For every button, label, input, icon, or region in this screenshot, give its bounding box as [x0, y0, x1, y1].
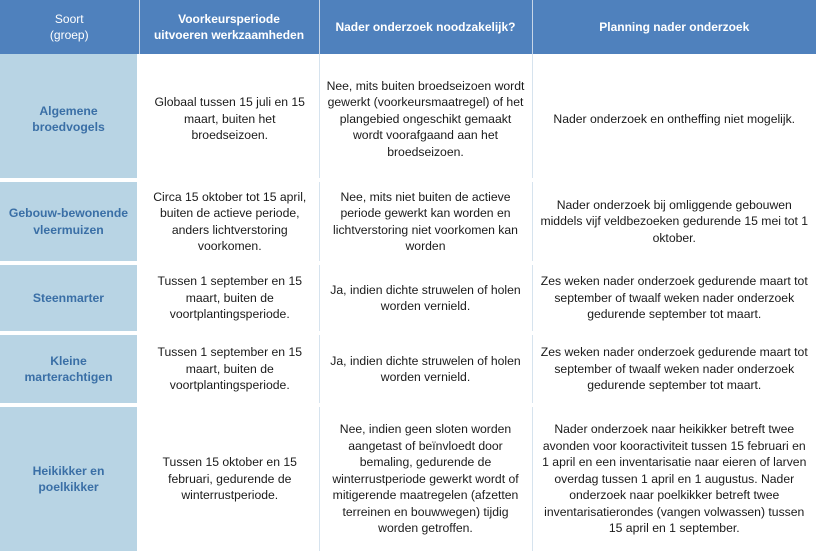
planning-cell: Nader onderzoek naar heikikker betreft twee avonden voor kooractiviteit tussen 15 februari en 1 april en een inventarisatie naar eieren of larven overdag tussen 1 april en 1 augustus. Nader onderzoek naar poelkikker betreft twee inventarisatierondes (vangen volwassen) tussen 15 april en 1 september. [532, 405, 816, 553]
table-row [0, 263, 816, 333]
planning-cell: Nader onderzoek bij omliggende gebouwen middels vijf veldbezoeken gedurende 15 mei tot 1 oktober. [532, 180, 816, 263]
periode-cell: Tussen 1 september en 15 maart, buiten de voortplantingsperiode. [139, 263, 319, 333]
header-soort: Soort (groep) [0, 0, 139, 54]
header-row [0, 0, 816, 54]
soort-cell: Steenmarter [0, 263, 139, 333]
periode-cell: Tussen 1 september en 15 maart, buiten de voortplantingsperiode. [139, 333, 319, 405]
nodig-cell: Nee, indien geen sloten worden aangetast of beïnvloedt door bemaling, gedurende de winterrustperiode gewerkt wordt of mitigerende maatregelen (afzetten terreinen en bouwwegen) tijdig worden getroffen. [319, 405, 532, 553]
soort-cell: Kleine marterachtigen [0, 333, 139, 405]
periode-cell: Globaal tussen 15 juli en 15 maart, buiten het broedseizoen. [139, 60, 319, 180]
nodig-cell: Nee, mits niet buiten de actieve periode gewerkt kan worden en lichtverstoring niet voorkomen kan worden [319, 180, 532, 263]
nodig-cell: Nee, mits buiten broedseizoen wordt gewerkt (voorkeursmaatregel) of het plangebied ongeschikt gemaakt wordt voorafgaand aan het broedseizoen. [319, 60, 532, 180]
header-voorkeursperiode: Voorkeursperiode uitvoeren werkzaamheden [139, 0, 319, 54]
soort-cell: Gebouw-bewonende vleermuizen [0, 180, 139, 263]
table-row [0, 333, 816, 405]
header-nader-onderzoek: Nader onderzoek noodzakelijk? [319, 0, 532, 54]
planning-cell: Zes weken nader onderzoek gedurende maart tot september of twaalf weken nader onderzoek gedurende september tot maart. [532, 333, 816, 405]
nodig-cell: Ja, indien dichte struwelen of holen worden vernield. [319, 263, 532, 333]
soort-cell: Algemene broedvogels [0, 60, 139, 180]
table-row [0, 60, 816, 180]
table-row [0, 180, 816, 263]
nodig-cell: Ja, indien dichte struwelen of holen worden vernield. [319, 333, 532, 405]
table-row [0, 405, 816, 553]
header-planning: Planning nader onderzoek [532, 0, 816, 54]
periode-cell: Circa 15 oktober tot 15 april, buiten de actieve periode, anders lichtverstoring voorkomen. [139, 180, 319, 263]
periode-cell: Tussen 15 oktober en 15 februari, gedurende de winterrustperiode. [139, 405, 319, 553]
planning-cell: Nader onderzoek en ontheffing niet mogelijk. [532, 60, 816, 180]
soort-cell: Heikikker en poelkikker [0, 405, 139, 553]
planning-cell: Zes weken nader onderzoek gedurende maart tot september of twaalf weken nader onderzoek gedurende september tot maart. [532, 263, 816, 333]
